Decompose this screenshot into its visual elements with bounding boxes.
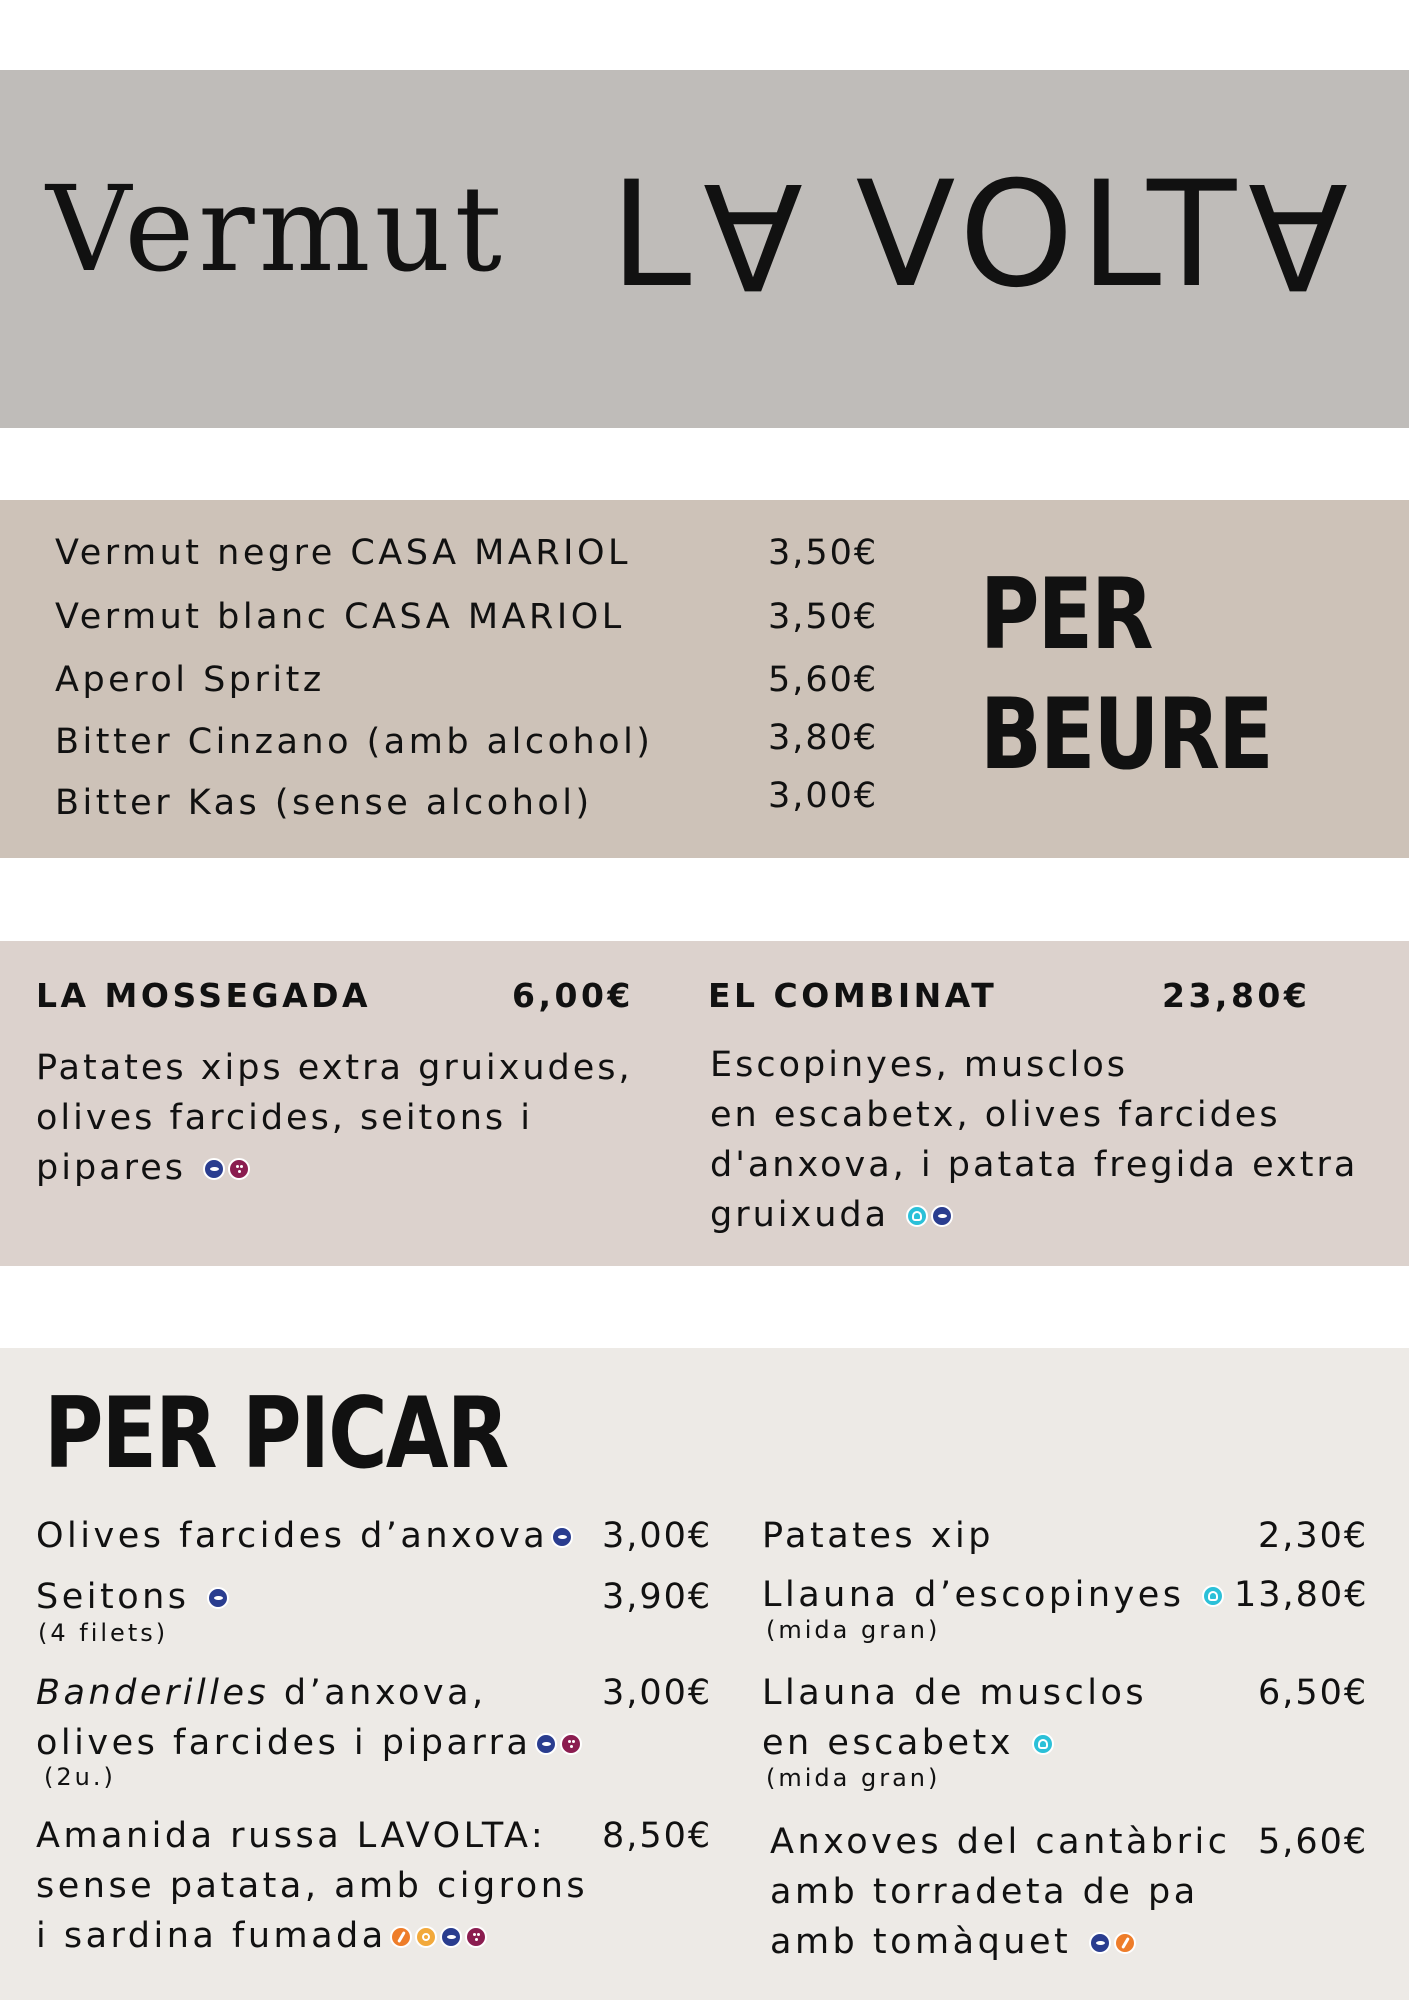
- drinks-heading-line1: PER: [980, 558, 1152, 672]
- snack-item-name: Llauna d’escopinyes: [762, 1575, 1185, 1615]
- snack-item-name: Seitons: [36, 1577, 190, 1617]
- snack-item-price: 3,90€: [602, 1577, 713, 1617]
- snack-item-line: en escabetx: [762, 1723, 1014, 1763]
- drink-item-price: 5,60€: [768, 660, 879, 700]
- snack-item: [762, 1723, 1054, 1763]
- combo-desc-line: pipares: [36, 1148, 186, 1188]
- snack-item-line: Amanida russa LAVOLTA:: [36, 1816, 547, 1856]
- combo-title: EL COMBINAT: [708, 976, 998, 1015]
- snack-item-name: d’anxova,: [269, 1673, 487, 1713]
- fish-icon: [203, 1158, 225, 1180]
- fish-icon: [535, 1733, 557, 1755]
- combo-desc-line: en escabetx, olives farcides: [710, 1095, 1281, 1135]
- shellfish-icon: [1202, 1585, 1224, 1607]
- brand-letter-a-flipped-2: A: [1242, 150, 1349, 320]
- snack-item: [762, 1575, 1224, 1615]
- combo-desc-line: Patates xips extra gruixudes,: [36, 1048, 633, 1088]
- drink-item-name: Vermut negre CASA MARIOL: [55, 533, 632, 573]
- snack-item-name-italic: Banderilles: [36, 1673, 270, 1713]
- brand-letter-l: L: [610, 150, 698, 320]
- drink-item-price: 3,00€: [768, 776, 879, 816]
- snack-item-price: 13,80€: [1234, 1575, 1369, 1615]
- snack-item-price: 3,00€: [602, 1673, 713, 1713]
- snack-item-price: 3,00€: [602, 1516, 713, 1556]
- combo-price: 6,00€: [512, 976, 634, 1015]
- drinks-heading-line2: BEURE: [980, 678, 1272, 792]
- snack-item: [36, 1577, 229, 1617]
- brand-logo: [610, 150, 1349, 320]
- snack-item-note: (4 filets): [38, 1619, 169, 1647]
- drink-item-price: 3,80€: [768, 718, 879, 758]
- shellfish-icon: [906, 1205, 928, 1227]
- snack-item-line: olives farcides i piparra: [36, 1723, 532, 1763]
- fish-icon: [551, 1526, 573, 1548]
- fish-icon: [440, 1926, 462, 1948]
- drink-item-name: Vermut blanc CASA MARIOL: [55, 597, 625, 637]
- snack-item-line: sense patata, amb cigrons: [36, 1866, 589, 1906]
- snack-item-line: Anxoves del cantàbric: [770, 1822, 1231, 1862]
- snack-item-note: (mida gran): [766, 1764, 941, 1792]
- snack-item-line: Llauna de musclos: [762, 1673, 1148, 1713]
- combo-desc-line: d'anxova, i patata fregida extra: [710, 1145, 1359, 1185]
- snack-item-name: Olives farcides d’anxova: [36, 1516, 549, 1556]
- snack-item-line: amb tomàquet: [770, 1922, 1072, 1962]
- snack-item: [36, 1516, 573, 1556]
- snack-item-price: 5,60€: [1258, 1822, 1369, 1862]
- combo-desc-line: Escopinyes, musclos: [710, 1045, 1128, 1085]
- egg-icon: [560, 1733, 582, 1755]
- snack-item: [770, 1922, 1136, 1962]
- gluten-icon: [390, 1926, 412, 1948]
- combo-description: [710, 1040, 1358, 1240]
- gluten-icon: [1114, 1932, 1136, 1954]
- snack-item-note: (2u.): [44, 1763, 116, 1791]
- brand-letters-volt: VOLT: [803, 150, 1243, 320]
- title-vermut: Vermut: [46, 160, 506, 298]
- snack-item-line: amb torradeta de pa: [770, 1872, 1199, 1912]
- snack-item-note: (mida gran): [766, 1616, 941, 1644]
- snack-item-line: i sardina fumada: [36, 1916, 387, 1956]
- combo-desc-line: olives farcides, seitons i: [36, 1098, 533, 1138]
- combo-title: LA MOSSEGADA: [36, 976, 372, 1015]
- fish-icon: [207, 1587, 229, 1609]
- snacks-heading: PER PICAR: [44, 1377, 508, 1491]
- combo-price: 23,80€: [1162, 976, 1311, 1015]
- combo-desc-line: gruixuda: [710, 1195, 890, 1235]
- snack-item: [36, 1916, 487, 1956]
- snack-item: [36, 1673, 487, 1713]
- egg-icon: [228, 1158, 250, 1180]
- snack-item-price: 6,50€: [1258, 1673, 1369, 1713]
- snack-item: [36, 1723, 582, 1763]
- drink-item-price: 3,50€: [768, 597, 879, 637]
- shellfish-icon: [1032, 1733, 1054, 1755]
- fish-icon: [931, 1205, 953, 1227]
- egg-icon: [465, 1926, 487, 1948]
- snack-item-price: 8,50€: [602, 1816, 713, 1856]
- dairy-icon: [415, 1926, 437, 1948]
- drink-item-price: 3,50€: [768, 533, 879, 573]
- snack-item-name: Patates xip: [762, 1516, 994, 1556]
- combo-description: [36, 1043, 633, 1193]
- fish-icon: [1089, 1932, 1111, 1954]
- brand-letter-a-flipped: A: [697, 150, 804, 320]
- snack-item-price: 2,30€: [1258, 1516, 1369, 1556]
- drink-item-name: Bitter Kas (sense alcohol): [55, 783, 593, 823]
- drink-item-name: Bitter Cinzano (amb alcohol): [55, 722, 654, 762]
- drink-item-name: Aperol Spritz: [55, 660, 325, 700]
